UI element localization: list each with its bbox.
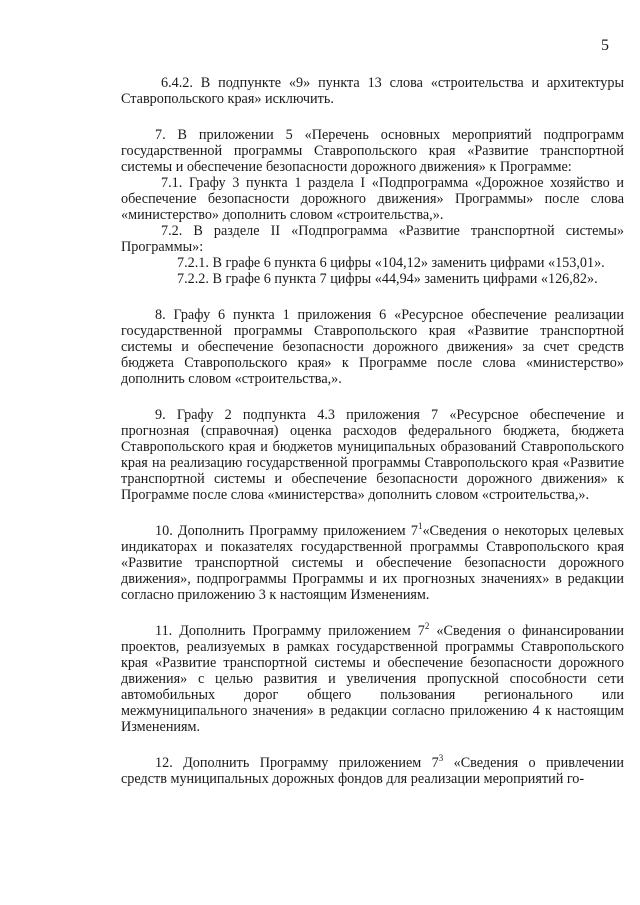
paragraph-12-lead: 12. Дополнить Программу приложением 7: [155, 755, 439, 771]
paragraph-10: [121, 523, 624, 603]
paragraph-12: [121, 755, 624, 787]
paragraph-11: [121, 623, 624, 735]
paragraph-6-4-2: 6.4.2. В подпункте «9» пункта 13 слова «строительства и архитектуры Ставропольского края» исключить.: [121, 75, 624, 107]
paragraph-11-lead: 11. Дополнить Программу приложением 7: [155, 623, 425, 639]
paragraph-7-2-2: 7.2.2. В графе 6 пункта 7 цифры «44,94» заменить цифрами «126,82».: [177, 271, 598, 287]
document-body: [121, 75, 624, 787]
superscript-2: 2: [424, 621, 430, 631]
paragraph-7: 7. В приложении 5 «Перечень основных мероприятий подпрограмм государственной программы Ставропольского края «Развитие транспортной системы и обеспечение безопасности дорожного движения» к Программе:: [121, 127, 624, 175]
superscript-3: 3: [438, 753, 444, 763]
paragraph-12-text: «Сведения о привлечении средств муниципальных дорожных фондов для реализации мероприятий го-: [121, 755, 624, 787]
superscript-1: 1: [417, 521, 423, 531]
paragraph-7-2-1: 7.2.1. В графе 6 пункта 6 цифры «104,12» заменить цифрами «153,01».: [177, 255, 605, 271]
page-number: 5: [601, 37, 609, 54]
paragraph-7-1: 7.1. Графу 3 пункта 1 раздела I «Подпрограмма «Дорожное хозяйство и обеспечение безопасности дорожного движения» Программы» после слова «министерство» дополнить словом «строительства,».: [121, 175, 624, 223]
paragraph-10-lead: 10. Дополнить Программу приложением 7: [155, 523, 418, 539]
paragraph-7-2: 7.2. В разделе II «Подпрограмма «Развитие транспортной системы» Программы»:: [121, 223, 624, 255]
paragraph-11-text: «Сведения о финансировании проектов, реализуемых в рамках государственной программы Ставропольского края «Развитие транспортной системы и обеспечение безопасности дорожного движения» с целью развития и увеличения пропускной способности сети автомобильных дорог общего пользования регионального или межмуниципального значения» в редакции согласно приложению 4 к настоящим Изменениям.: [121, 623, 624, 735]
paragraph-10-text: «Сведения о некоторых целевых индикаторах и показателях государственной программы Ставропольского края «Развитие транспортной системы и обеспечение безопасности дорожного движения», подпрограммы Программы и их прогнозных значениях» в редакции согласно приложению 3 к настоящим Изменениям.: [121, 523, 624, 603]
paragraph-9: 9. Графу 2 подпункта 4.3 приложения 7 «Ресурсное обеспечение и прогнозная (справочная) оценка расходов федерального бюджета, бюджета Ставропольского края и бюджетов муниципальных образований Ставропольского края на реализацию государственной программы Ставропольского края «Развитие транспортной системы и обеспечение безопасности дорожного движения» к Программе после слова «министерства» дополнить словом «строительства,».: [121, 407, 624, 503]
paragraph-8: 8. Графу 6 пункта 1 приложения 6 «Ресурсное обеспечение реализации государственной программы Ставропольского края «Развитие транспортной системы и обеспечение безопасности дорожного движения» за счет средств бюджета Ставропольского края» к Программе после слова «министерство» дополнить словом «строительства,».: [121, 307, 624, 387]
